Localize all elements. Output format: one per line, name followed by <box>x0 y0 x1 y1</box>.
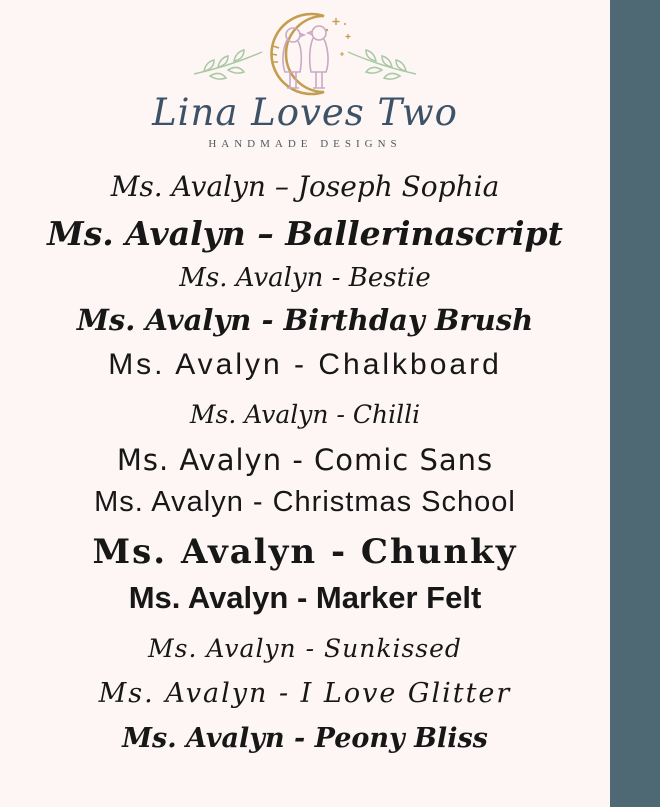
right-edge-band <box>610 0 660 807</box>
font-sample-line-bestie: Ms. Avalyn - Bestie <box>179 263 431 293</box>
brand-name: Lina Loves Two <box>152 91 458 134</box>
brand-header <box>0 8 610 150</box>
font-sample-line-birthday-brush: Ms. Avalyn - Birthday Brush <box>76 303 534 337</box>
brand-tagline: HANDMADE DESIGNS <box>208 138 402 150</box>
font-sample-line-ballerinascript: Ms. Avalyn – Ballerinascript <box>47 214 563 253</box>
font-sample-line-chilli: Ms. Avalyn - Chilli <box>189 400 421 429</box>
font-sample-line-peony-bliss: Ms. Avalyn - Peony Bliss <box>122 723 488 754</box>
font-sample-line-marker-felt: Ms. Avalyn - Marker Felt <box>128 580 482 615</box>
font-sample-line-comic-sans: Ms. Avalyn - Comic Sans <box>116 443 494 477</box>
moon-and-birds-icon <box>190 8 420 100</box>
font-sample-line-chunky: Ms. Avalyn - Chunky <box>92 532 518 572</box>
font-sample-line-chalkboard: Ms. Avalyn - Chalkboard <box>108 348 502 381</box>
font-sample-line-christmas-school: Ms. Avalyn - Christmas School <box>94 486 516 518</box>
font-sample-line-i-love-glitter: Ms. Avalyn - I Love Glitter <box>98 678 512 709</box>
font-sample-line-sunkissed: Ms. Avalyn - Sunkissed <box>148 634 462 663</box>
font-sample-line-joseph-sophia: Ms. Avalyn – Joseph Sophia <box>110 170 500 203</box>
